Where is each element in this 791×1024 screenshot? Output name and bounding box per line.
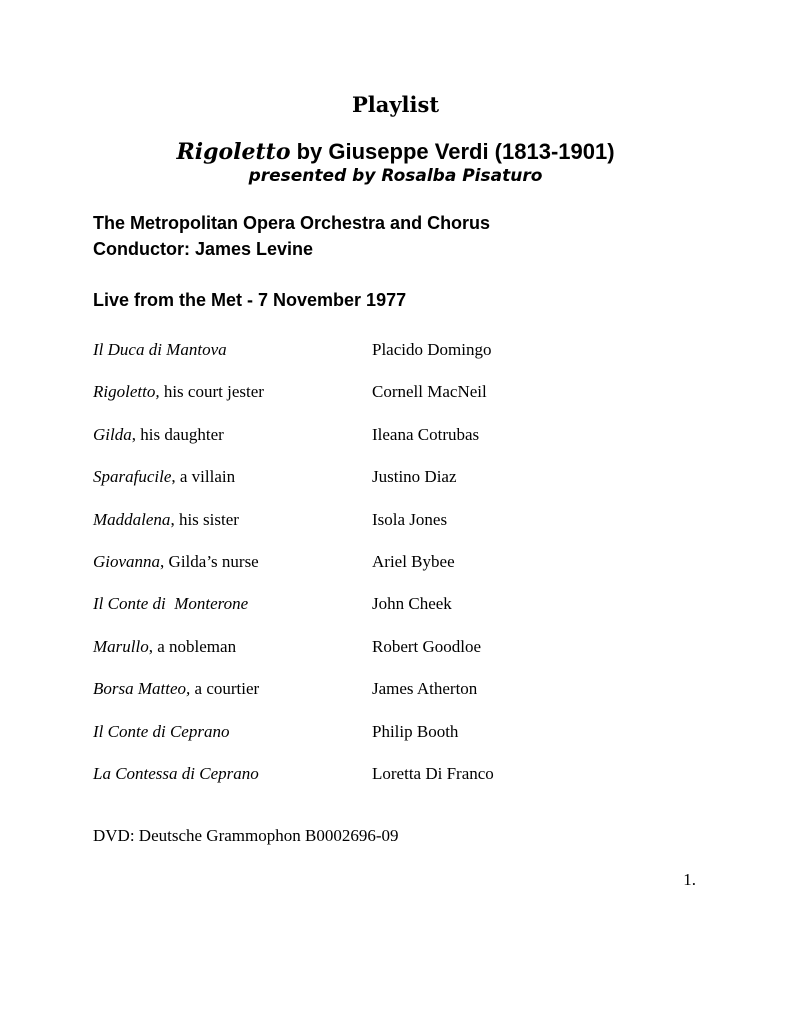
role <box>93 762 259 786</box>
role <box>93 720 229 744</box>
singer: James Atherton <box>372 679 478 699</box>
role-description: , his sister <box>170 509 239 529</box>
role-name: Il Conte di Ceprano <box>93 721 230 741</box>
role <box>93 338 227 362</box>
cast-row <box>93 677 713 719</box>
role-description: a courtier <box>190 679 260 699</box>
cast-row <box>93 762 713 804</box>
singer: Isola Jones <box>372 509 448 529</box>
singer: Ileana Cotrubas <box>372 424 480 444</box>
role-description: , a villain <box>171 467 236 487</box>
cast-row <box>93 720 713 762</box>
singer: Justino Diaz <box>372 467 457 487</box>
role <box>93 380 264 404</box>
cast-row <box>93 380 713 422</box>
role-description: , a nobleman <box>148 636 237 656</box>
role <box>93 550 259 574</box>
opera-heading <box>0 139 791 165</box>
cast-row <box>93 592 713 634</box>
role <box>93 423 224 447</box>
cast-list <box>93 338 713 804</box>
role-name: Giovanna <box>93 551 161 571</box>
role-name: Maddalena <box>93 509 171 529</box>
role-name: La Contessa di Ceprano <box>93 763 259 783</box>
role <box>93 508 239 532</box>
conductor-line: Conductor: James Levine <box>93 239 314 259</box>
role-name: Marullo <box>93 636 149 656</box>
role-name: Sparafucile <box>93 467 172 487</box>
composer-line: by Giuseppe Verdi (1813-1901) <box>290 139 615 164</box>
role <box>93 677 259 701</box>
role-name: Borsa Matteo, <box>93 679 191 699</box>
role-description: , Gilda’s nurse <box>160 551 259 571</box>
cast-row <box>93 550 713 592</box>
singer: Cornell MacNeil <box>372 382 487 402</box>
singer: Robert Goodloe <box>372 636 482 656</box>
role-name: Il Conte di Monterone <box>93 594 249 614</box>
singer: Ariel Bybee <box>372 551 455 571</box>
singer: Philip Booth <box>372 721 459 741</box>
opera-title: Rigoletto <box>176 139 291 165</box>
role-description: his court jester <box>159 382 264 402</box>
performance-line: Live from the Met - 7 November 1977 <box>93 290 407 310</box>
role-name: Gilda <box>93 424 132 444</box>
role-description: , his daughter <box>131 424 224 444</box>
cast-row <box>93 465 713 507</box>
page-number: 1. <box>683 870 696 889</box>
dvd-info: DVD: Deutsche Grammophon B0002696-09 <box>93 826 399 845</box>
singer: Placido Domingo <box>372 340 492 359</box>
role-name: Il Duca di Mantova <box>93 340 227 359</box>
role <box>93 465 235 489</box>
cast-row <box>93 508 713 550</box>
role <box>93 592 248 616</box>
page-title: Playlist <box>351 92 440 117</box>
role <box>93 635 236 659</box>
cast-row <box>93 423 713 465</box>
presenter-line: presented by Rosalba Pisaturo <box>248 166 543 186</box>
orchestra-line: The Metropolitan Opera Orchestra and Chorus <box>93 213 491 233</box>
cast-row <box>93 338 713 380</box>
singer: John Cheek <box>372 594 452 614</box>
singer: Loretta Di Franco <box>372 763 494 783</box>
cast-row <box>93 635 713 677</box>
role-name: Rigoletto, <box>93 382 160 402</box>
